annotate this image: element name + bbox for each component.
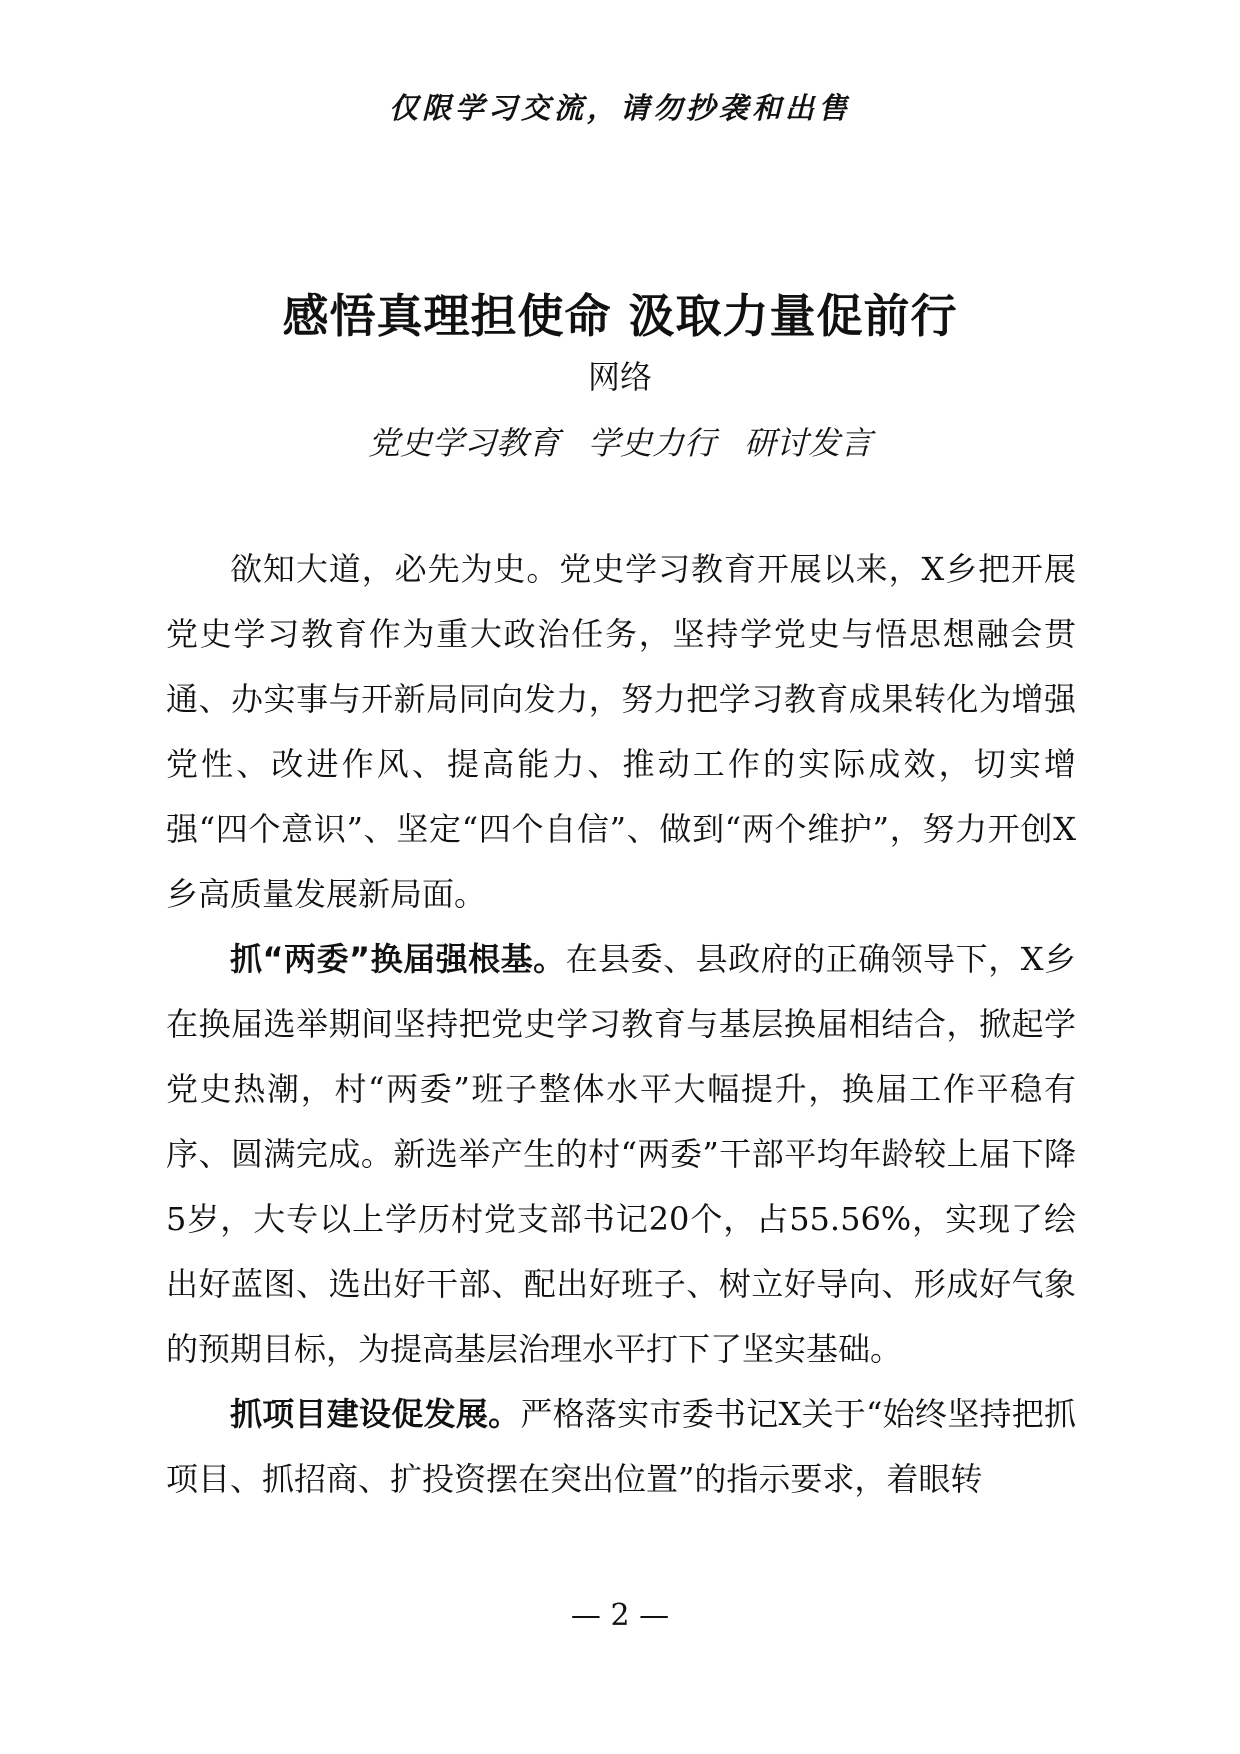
paragraph [166, 1382, 1076, 1512]
article-author: 网络 [587, 358, 652, 396]
paragraph [166, 537, 1076, 927]
paragraph [166, 927, 1076, 1382]
article-tag: 研讨发言 [744, 424, 873, 462]
article-tags [0, 418, 1240, 464]
article-title: 感悟真理担使命 汲取力量促前行 [282, 289, 958, 343]
paragraph-text: 严格落实市委书记X关于“始终坚持把抓项目、抓招商、扩投资摆在突出位置”的指示要求，着眼转 [166, 1395, 1076, 1498]
paragraph-lead: 抓项目建设促发展。 [230, 1395, 521, 1433]
article-tag: 党史学习教育 [367, 424, 560, 462]
paragraph-lead: 抓“两委”换届强根基。 [230, 940, 566, 978]
paragraph-text: 欲知大道，必先为史。党史学习教育开展以来，X乡把开展党史学习教育作为重大政治任务，坚持学党史与悟思想融会贯通、办实事与开新局同向发力，努力把学习教育成果转化为增强党性、改进作风、提高能力、推动工作的实际成效，切实增强“四个意识”、坚定“四个自信”、做到“两个维护”，努力开创X乡高质量发展新局面。 [166, 550, 1076, 913]
page-number: — 2 — [570, 1598, 670, 1633]
page-header-notice: 仅限学习交流，请勿抄袭和出售 [388, 91, 851, 125]
article-tag: 学史力行 [587, 424, 716, 462]
article-body [166, 537, 1076, 1512]
paragraph-text: 在县委、县政府的正确领导下，X乡在换届选举期间坚持把党史学习教育与基层换届相结合，掀起学党史热潮，村“两委”班子整体水平大幅提升，换届工作平稳有序、圆满完成。新选举产生的村“两委”干部平均年龄较上届下降5岁，大专以上学历村党支部书记20个，占55.56%，实现了绘出好蓝图、选出好干部、配出好班子、树立好导向、形成好气象的预期目标，为提高基层治理水平打下了坚实基础。 [166, 940, 1076, 1368]
